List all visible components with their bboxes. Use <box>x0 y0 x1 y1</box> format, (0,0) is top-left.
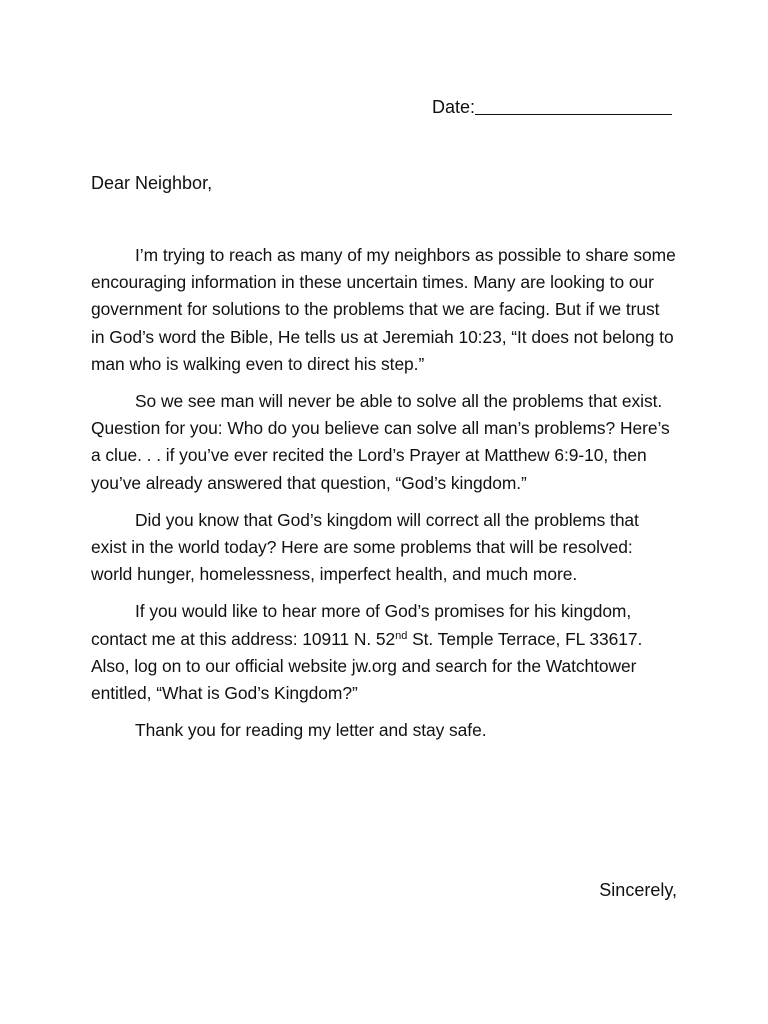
paragraph-5: Thank you for reading my letter and stay safe. <box>135 720 487 741</box>
ordinal-suffix: nd <box>395 629 408 642</box>
date-line <box>432 94 672 120</box>
date-label: Date: <box>432 97 476 117</box>
paragraph-4-part-2: St. Temple Terrace, FL 33617. Also, log on to our official website jw.org and search for the Watchtower entitled, “What is God’s Kingdom?” <box>91 628 643 704</box>
paragraph-4-part-1: If you would like to hear more of God’s promises for his kingdom, contact me at this address: 10911 N. 52 <box>91 601 632 649</box>
closing: Sincerely, <box>599 880 677 900</box>
letter-body <box>91 242 676 754</box>
salutation: Dear Neighbor, <box>91 173 213 193</box>
paragraph-1: I’m trying to reach as many of my neighbors as possible to share some encouraging information in these uncertain times. Many are looking to our government for solutions to the problems that we are facing. But if we trust in God’s word the Bible, He tells us at Jeremiah 10:23, “It does not belong to man who is walking even to direct his step.” <box>91 245 676 374</box>
date-blank-line <box>475 94 672 115</box>
paragraph-3: Did you know that God’s kingdom will correct all the problems that exist in the world today? Here are some problems that will be resolved: world hunger, homelessness, imperfect health, and much more. <box>91 509 639 585</box>
paragraph-2: So we see man will never be able to solve all the problems that exist. Question for you: Who do you believe can solve all man’s problems? Here’s a clue. . . if you’ve ever recited the Lord’s Prayer at Matthew 6:9-10, then you’ve already answered that question, “God’s kingdom.” <box>91 391 670 493</box>
paragraph-4 <box>91 598 676 707</box>
